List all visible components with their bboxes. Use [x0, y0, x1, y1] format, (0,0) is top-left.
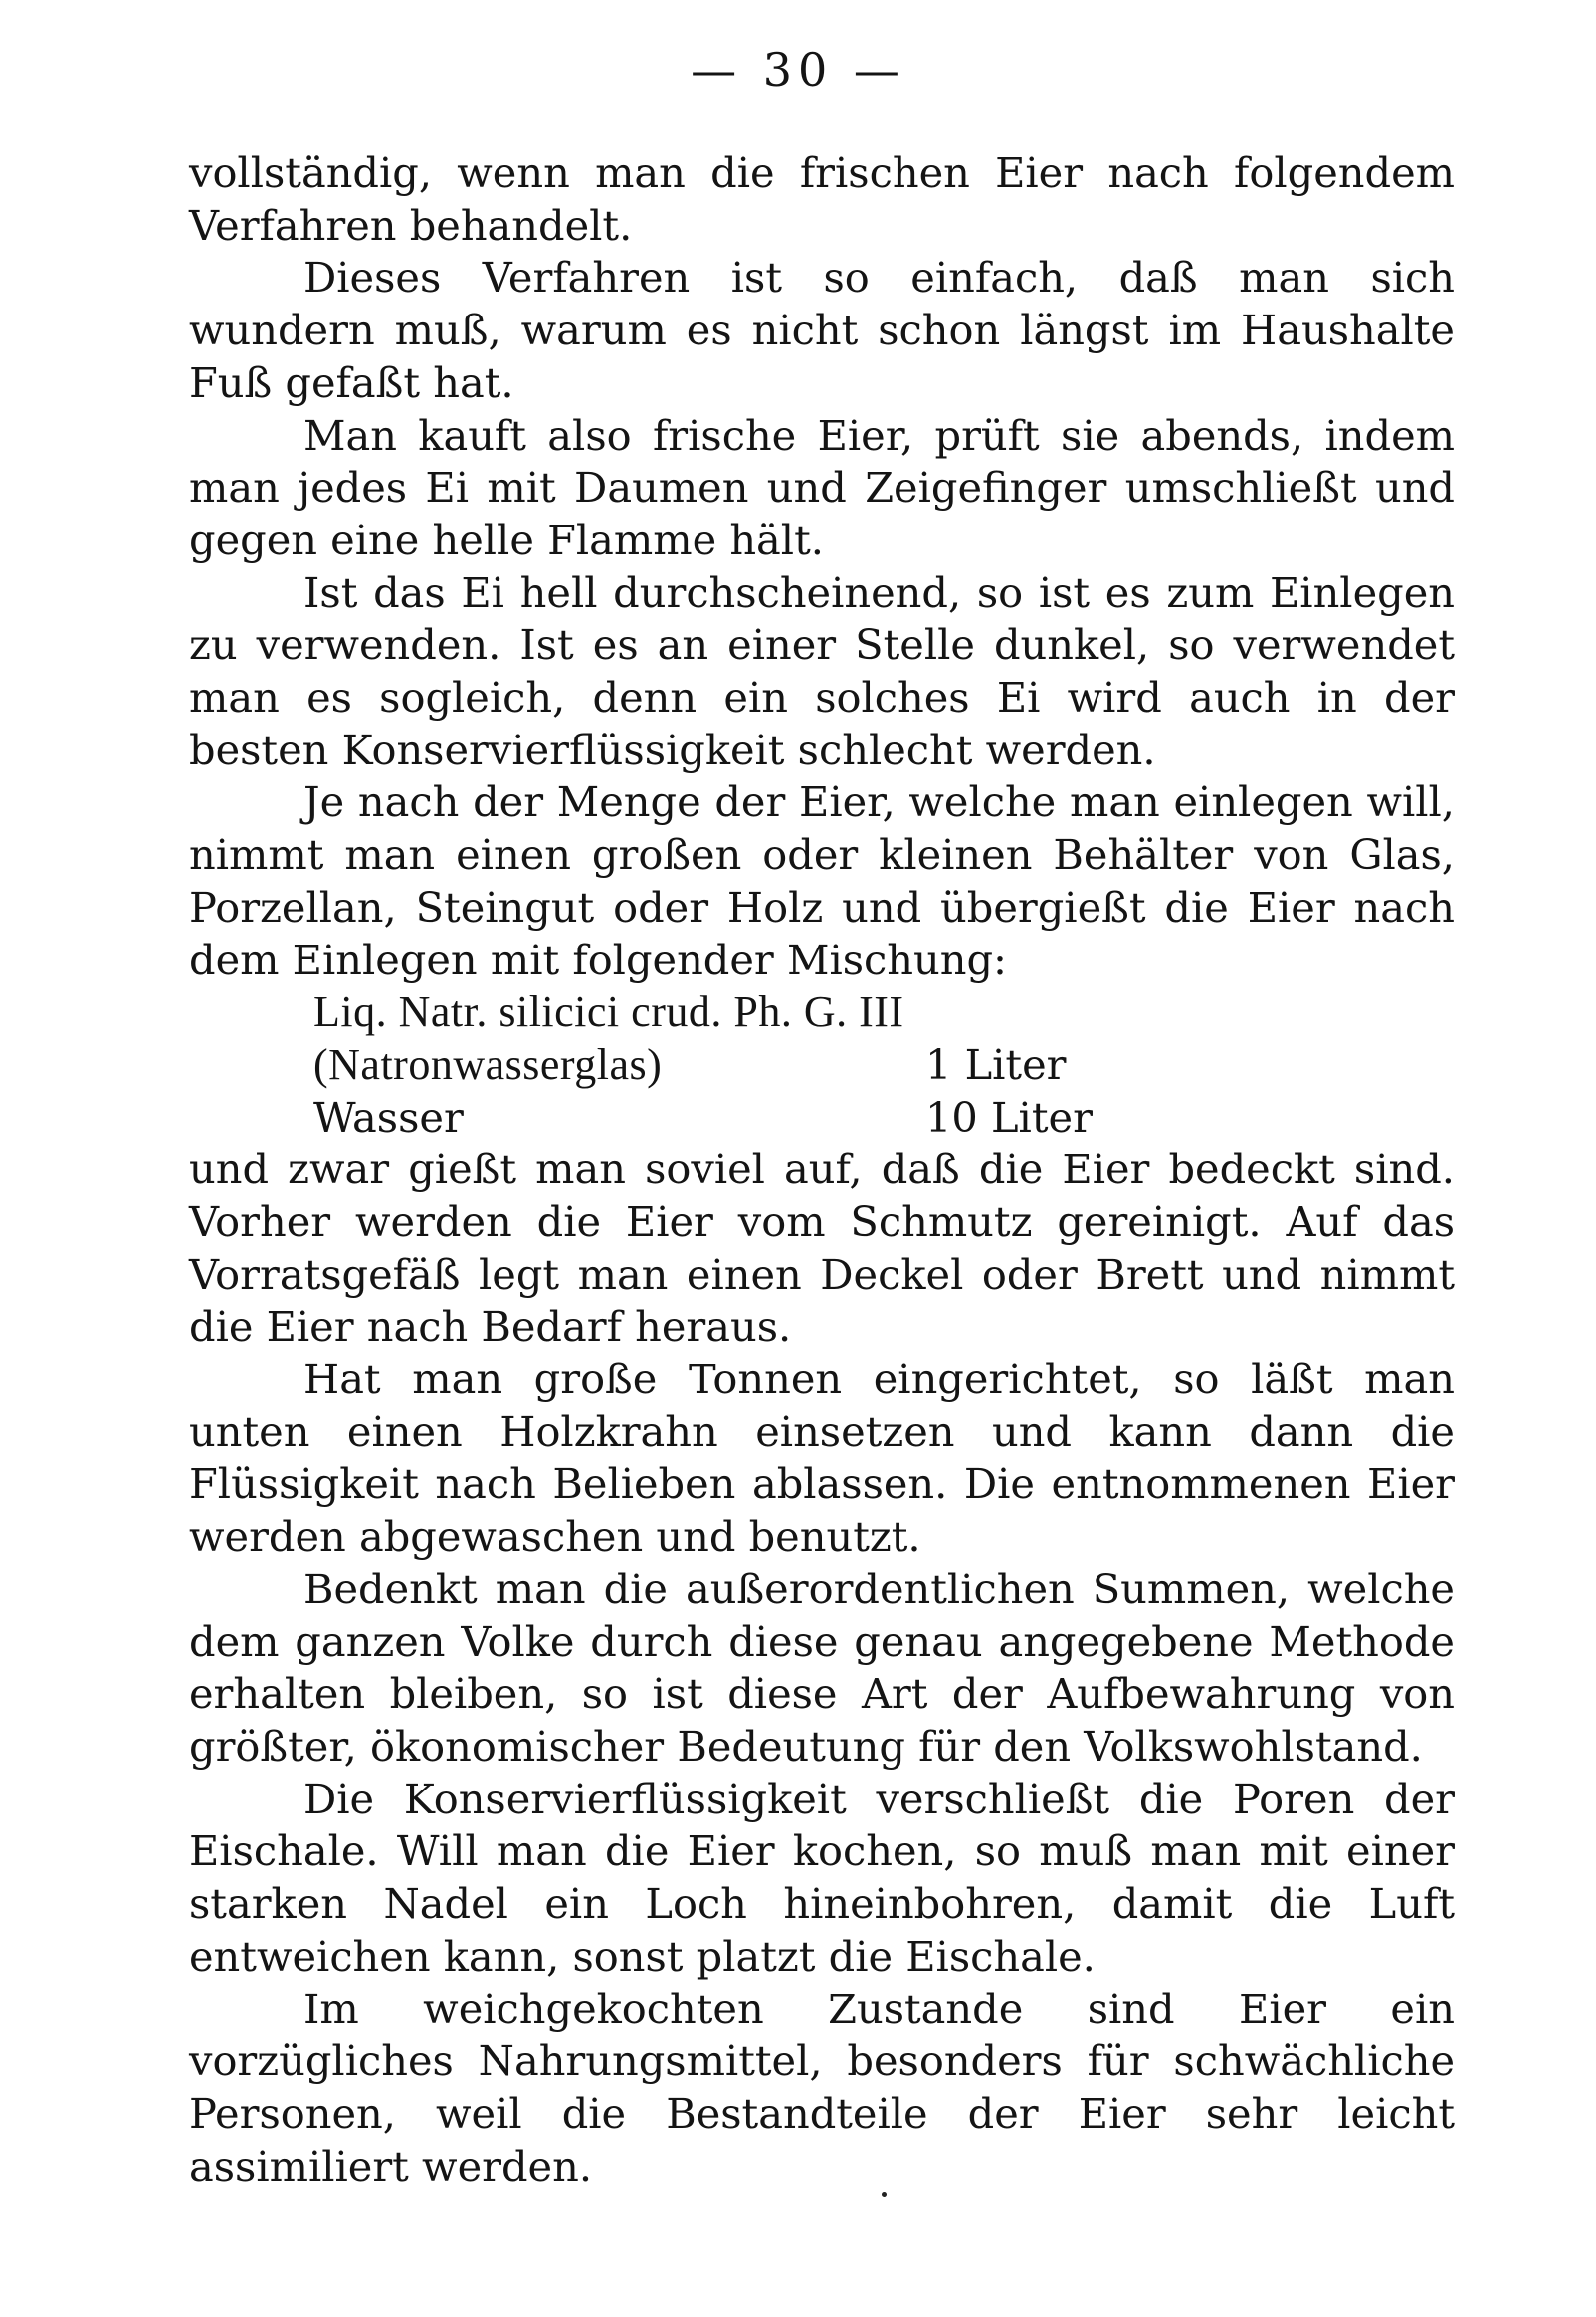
paragraph: Im weichgekochten Zustande sind Eier ein vorzügliches Nahrungsmittel, besonders für schwächliche Personen, weil die Bestandteile der Eier sehr leicht assimiliert werden.: [189, 1984, 1455, 2191]
paragraph: vollständig, wenn man die frischen Eier nach folgendem Verfahren behandelt.: [189, 148, 1455, 250]
print-speck: [882, 2192, 887, 2197]
formula-line: [313, 1092, 1209, 1145]
paragraph: Hat man große Tonnen eingerichtet, so läßt man unten einen Holzkrahn einsetzen und kann dann die Flüssigkeit nach Belieben ablassen. Die entnommenen Eier werden abgewaschen und benutzt.: [189, 1355, 1455, 1562]
formula-ingredient: Wasser: [313, 1092, 464, 1142]
paragraph: Je nach der Menge der Eier, welche man einlegen will, nimmt man einen großen oder kleinen Behälter von Glas, Porzellan, Steingut oder Holz und übergießt die Eier nach dem Einlegen mit folgender Mischung:: [189, 777, 1455, 984]
formula-ingredient: Liq. Natr. silicici crud. Ph. G. III: [313, 987, 904, 1037]
paragraph: Dieses Verfahren ist so einfach, daß man sich wundern muß, warum es nicht schon längst im Haushalte Fuß gefaßt hat.: [189, 253, 1455, 407]
recipe-formula: [189, 986, 1455, 1144]
formula-line: [313, 986, 1209, 1039]
paragraph: Die Konservierflüssigkeit verschließt die Poren der Eischale. Will man die Eier kochen, so muß man mit einer starken Nadel ein Loch hineinbohren, damit die Luft entweichen kann, sonst platzt die Eischale.: [189, 1774, 1455, 1981]
formula-line: [313, 1039, 1209, 1092]
paragraph: und zwar gießt man soviel auf, daß die Eier bedeckt sind. Vorher werden die Eier vom Schmutz gereinigt. Auf das Vorratsgefäß legt man einen Deckel oder Brett und nimmt die Eier nach Bedarf heraus.: [189, 1145, 1455, 1352]
paragraph: Ist das Ei hell durchscheinend, so ist es zum Einlegen zu verwenden. Ist es an einer Stelle dunkel, so verwendet man es sogleich, denn ein solches Ei wird auch in der besten Konservierflüssigkeit schlecht werden.: [189, 567, 1455, 774]
paragraph: Bedenkt man die außerordentlichen Summen, welche dem ganzen Volke durch diese genau angegebene Methode erhalten bleiben, so ist diese Art der Aufbewahrung von größter, ökonomischer Bedeutung für den Volkswohlstand.: [189, 1564, 1455, 1771]
body-text: [189, 147, 1455, 2193]
paragraph: Man kauft also frische Eier, prüft sie abends, indem man jedes Ei mit Daumen und Zeigefinger umschließt und gegen eine helle Flamme hält.: [189, 410, 1455, 564]
formula-ingredient: (Natronwasserglas): [313, 1039, 663, 1089]
page-number: — 30 —: [691, 43, 905, 97]
formula-quantity: 10 Liter: [925, 1092, 1093, 1142]
formula-quantity: 1 Liter: [925, 1039, 1067, 1089]
